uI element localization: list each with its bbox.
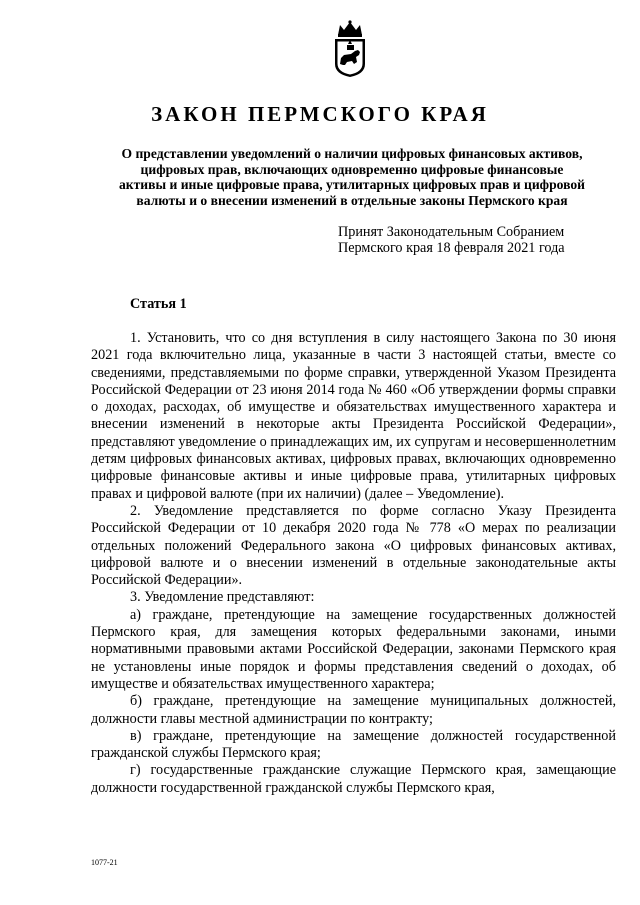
- paragraph: г) государственные гражданские служащие Пермского края, замещающие должности государственной гражданской службы Пермского края,: [91, 762, 616, 796]
- law-title: ЗАКОН ПЕРМСКОГО КРАЯ: [151, 102, 489, 126]
- subject-line: валюты и о внесении изменений в отдельные законы Пермского края: [136, 192, 568, 208]
- adoption-line: Принят Законодательным Собранием: [338, 224, 565, 240]
- paragraph: в) граждане, претендующие на замещение должностей государственной гражданской службы Пермского края;: [91, 727, 616, 762]
- article-body: [91, 330, 616, 797]
- paragraph: а) граждане, претендующие на замещение государственных должностей Пермского края, для замещения которых федеральными законами, иными нормативными правовыми актами Российской Федерации, законами Пермского края не установлены иные порядок и формы представления сведений о доходах, об имуществе и обязательствах имущественного характера;: [91, 606, 616, 692]
- perm-krai-coat-of-arms-icon: [331, 20, 369, 78]
- paragraph: б) граждане, претендующие на замещение муниципальных должностей, должности главы местной администрации по контракту;: [91, 693, 616, 727]
- adoption-note: [338, 224, 618, 256]
- subject-line: цифровых прав, включающих одновременно цифровые финансовые: [140, 161, 564, 177]
- article-heading: Статья 1: [130, 296, 187, 312]
- paragraph: 1. Установить, что со дня вступления в силу настоящего Закона по 30 июня 2021 года включительно лица, указанные в части 3 настоящей статьи, вместе со сведениями, представляемыми по форме справки, утвержденной Указом Президента Российской Федерации от 23 июня 2014 года № 460 «Об утверждении формы справки о доходах, расходах, об имуществе и обязательствах имущественного характера и внесении изменений в некоторые акты Президента Российской Федерации», представляют уведомление о принадлежащих им, их супругам и несовершеннолетним детям цифровых финансовых активах, цифровых правах, включающих одновременно цифровые финансовые активы и иные цифровые права, утилитарных цифровых правах и цифровой валюте (при их наличии) (далее – Уведомление).: [91, 330, 616, 502]
- paragraph: 2. Уведомление представляется по форме согласно Указу Президента Российской Федерации от 10 декабря 2020 года № 778 «О мерах по реализации отдельных положений Федерального закона «О цифровых финансовых активах, цифровой валюте и о внесении изменений в отдельные законодательные акты Российской Федерации».: [91, 502, 616, 589]
- document-code: 1077-21: [91, 858, 118, 867]
- subject-line: активы и иные цифровые права, утилитарных цифровых прав и цифровой: [118, 177, 585, 192]
- law-subject: [88, 146, 616, 208]
- paragraph: 3. Уведомление представляют:: [130, 589, 315, 606]
- adoption-line: Пермского края 18 февраля 2021 года: [338, 240, 565, 256]
- subject-line: О представлении уведомлений о наличии цифровых финансовых активов,: [121, 146, 583, 161]
